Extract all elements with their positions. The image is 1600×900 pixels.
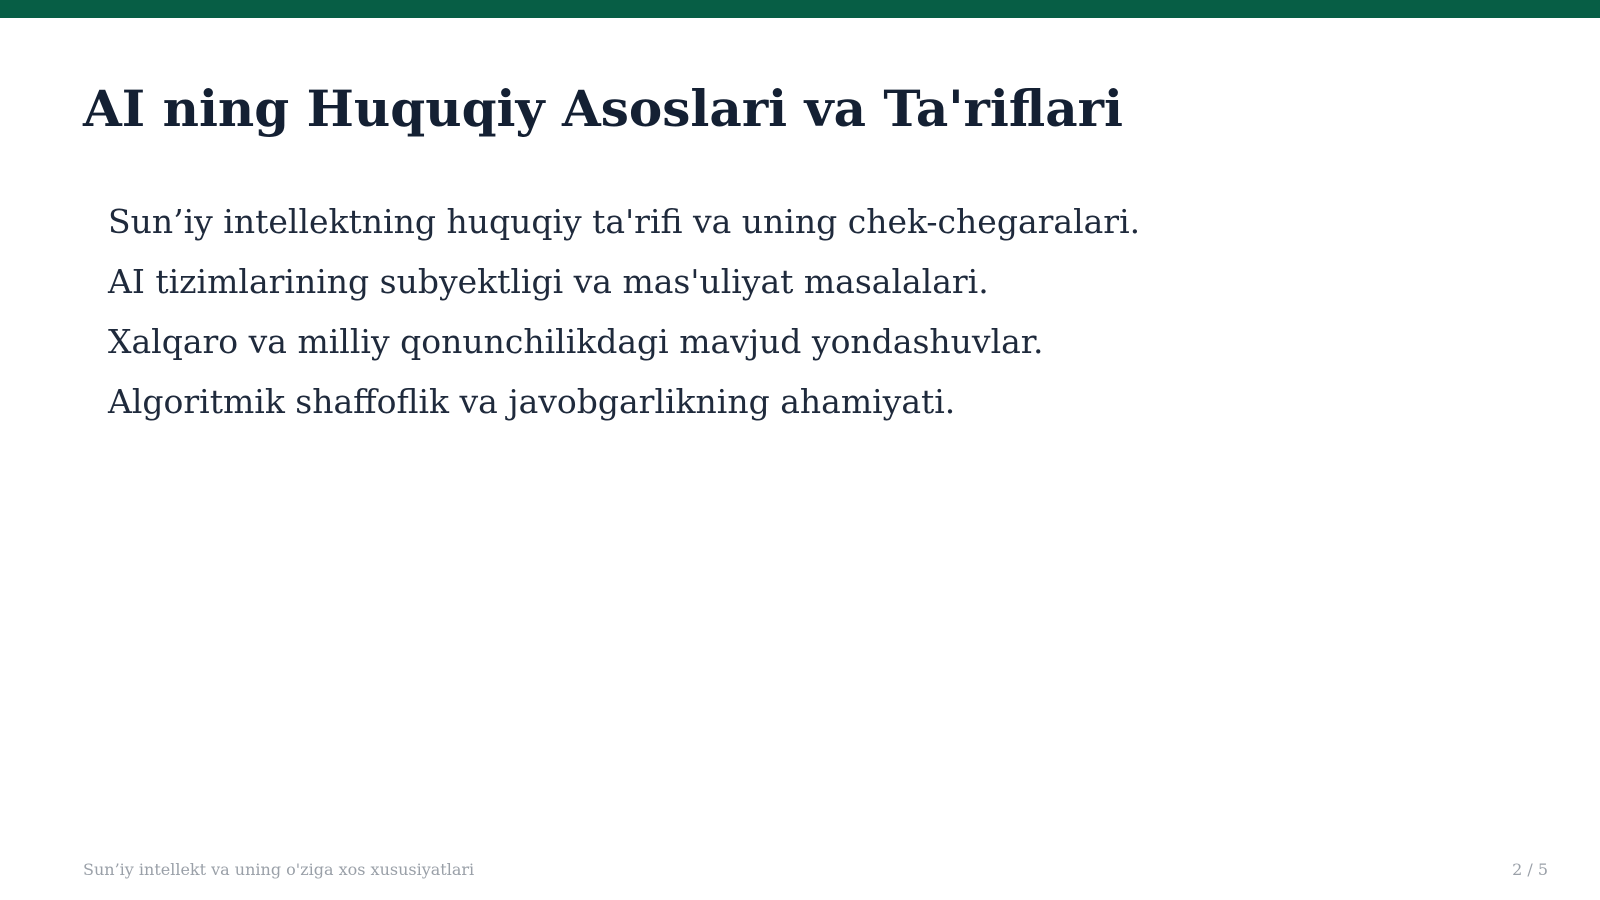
bullet-list [108,192,1140,432]
page-number: 2 / 5 [1512,860,1548,879]
bullet-item: Sun’iy intellektning huquqiy ta'rifi va uning chek-chegaralari. [108,202,1141,241]
bullet-item: AI tizimlarining subyektligi va mas'uliyat masalalari. [108,262,989,301]
footer-presentation-title: Sun’iy intellekt va uning o'ziga xos xususiyatlari [83,860,475,879]
bullet-item: Algoritmik shaffoflik va javobgarlikning ahamiyati. [108,382,956,421]
slide-title: AI ning Huquqiy Asoslari va Ta'riflari [83,79,1123,138]
bullet-item: Xalqaro va milliy qonunchilikdagi mavjud yondashuvlar. [108,322,1044,361]
accent-top-bar [0,0,1600,18]
